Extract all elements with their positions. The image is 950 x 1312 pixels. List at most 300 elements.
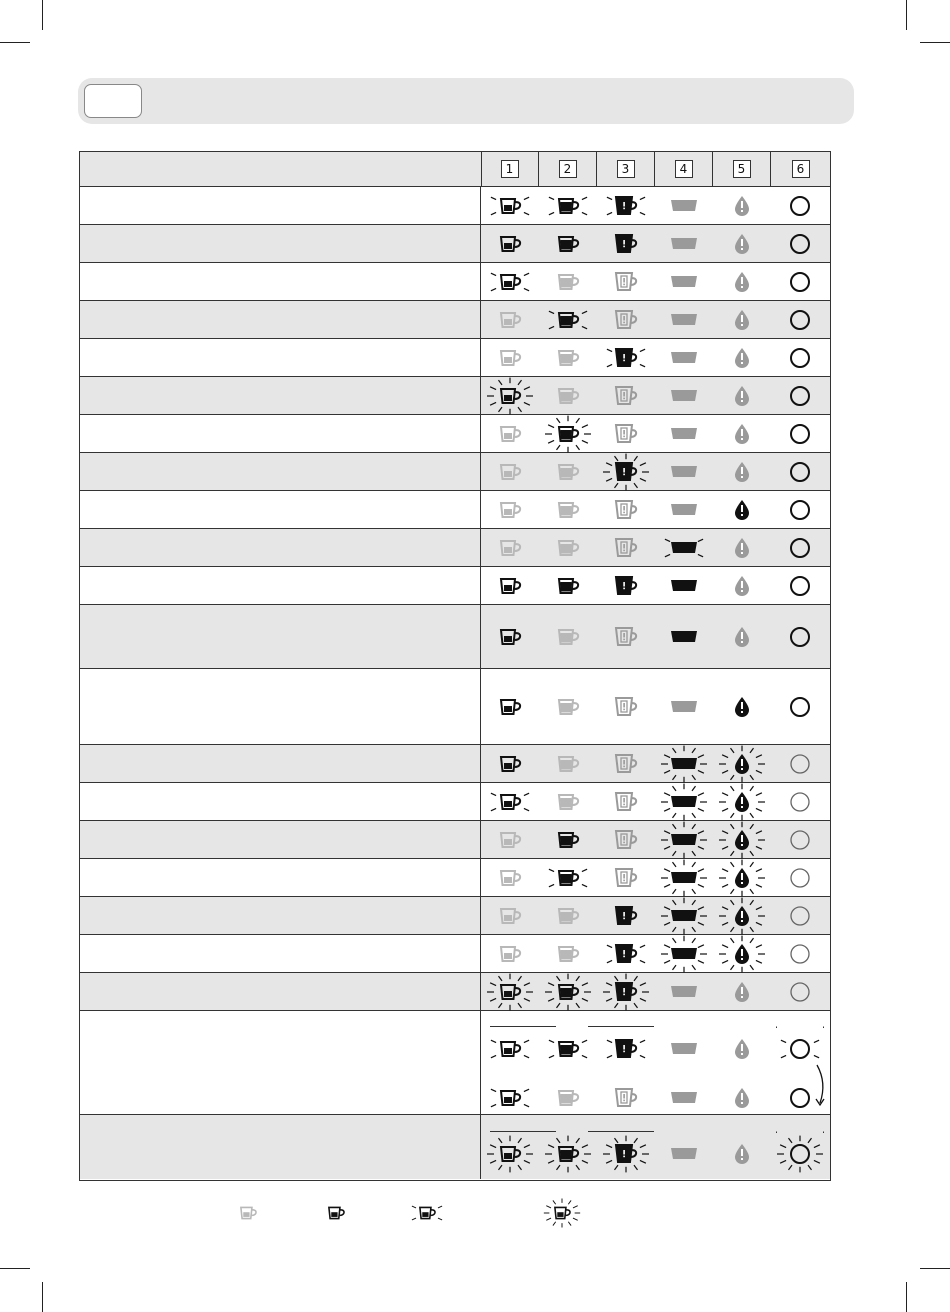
large-cup-icon-cell [539,783,597,821]
small-cup-icon [481,491,539,529]
table-row [80,339,830,377]
small-cup-icon [481,783,539,821]
cycle-arrow-icon [813,1061,833,1109]
small-cup-icon-cell [481,1030,539,1068]
section-badge [84,84,142,118]
water-drop-icon-cell [713,453,771,491]
small-cup-icon [542,1198,582,1228]
small-cup-icon [481,225,539,263]
large-cup-icon [539,567,597,605]
section-banner [78,78,854,124]
large-cup-icon-cell [539,1135,597,1173]
large-cup-icon-cell [539,529,597,567]
small-cup-icon [481,301,539,339]
large-cup-icon [539,897,597,935]
descale-cup-icon [597,225,655,263]
table-row [80,377,830,415]
small-cup-icon-cell [481,618,539,656]
power-ring-icon [771,187,829,225]
table-row [80,1011,830,1115]
small-cup-icon-cell [481,897,539,935]
descale-cup-icon-cell [597,897,655,935]
water-drop-icon [713,225,771,263]
water-drop-icon [713,1135,771,1173]
small-cup-icon [481,567,539,605]
drip-tray-icon [655,897,713,935]
drip-tray-icon [655,453,713,491]
power-ring-icon-cell [771,783,829,821]
indicator-table [79,151,831,1181]
descale-cup-icon-cell [597,377,655,415]
descale-cup-icon [597,1079,655,1117]
descale-cup-icon [597,618,655,656]
power-ring-icon-cell [771,567,829,605]
power-ring-icon [771,1135,829,1173]
power-ring-icon [771,897,829,935]
legend-item [316,1198,356,1228]
descale-cup-icon-cell [597,973,655,1011]
water-drop-icon [713,567,771,605]
descale-cup-icon [597,377,655,415]
small-cup-icon-cell [481,225,539,263]
small-cup-icon-cell [481,688,539,726]
large-cup-icon-cell [539,1079,597,1117]
drip-tray-icon-cell [655,263,713,301]
water-drop-icon-cell [713,745,771,783]
descale-cup-icon [597,529,655,567]
water-drop-icon-cell [713,618,771,656]
table-row [80,301,830,339]
drip-tray-icon-cell [655,377,713,415]
drip-tray-icon [655,491,713,529]
water-drop-icon-cell [713,339,771,377]
water-drop-icon [713,1030,771,1068]
drip-tray-icon-cell [655,935,713,973]
small-cup-icon-cell [481,1135,539,1173]
water-drop-icon [713,973,771,1011]
drip-tray-icon-cell [655,688,713,726]
row-description-cell [80,821,481,858]
large-cup-icon-cell [539,339,597,377]
water-drop-icon [713,821,771,859]
large-cup-icon-cell [539,618,597,656]
drip-tray-icon-cell [655,187,713,225]
table-row [80,187,830,225]
group-bracket [588,1026,654,1033]
descale-cup-icon-cell [597,453,655,491]
drip-tray-icon-cell [655,821,713,859]
descale-cup-icon [597,263,655,301]
large-cup-icon [539,618,597,656]
drip-tray-icon [655,263,713,301]
drip-tray-icon-cell [655,225,713,263]
drip-tray-icon-cell [655,745,713,783]
large-cup-icon-cell [539,491,597,529]
power-ring-icon-cell [771,859,829,897]
small-cup-icon [316,1198,356,1228]
drip-tray-icon-cell [655,783,713,821]
large-cup-icon-cell [539,377,597,415]
descale-cup-icon [597,745,655,783]
row-description-cell [80,187,481,224]
large-cup-icon [539,821,597,859]
power-ring-icon [771,688,829,726]
power-ring-icon-cell [771,897,829,935]
drip-tray-icon-cell [655,567,713,605]
power-ring-icon [771,973,829,1011]
power-ring-icon [771,745,829,783]
water-drop-icon [713,935,771,973]
table-row [80,453,830,491]
small-cup-icon [481,1135,539,1173]
water-drop-icon-cell [713,821,771,859]
large-cup-icon [539,745,597,783]
descale-cup-icon [597,453,655,491]
row-description-cell [80,745,481,782]
descale-cup-icon [597,859,655,897]
header-col-6 [771,152,830,186]
descale-cup-icon-cell [597,263,655,301]
drip-tray-icon-cell [655,529,713,567]
table-row [80,263,830,301]
small-cup-icon [228,1198,268,1228]
header-description-cell [80,152,482,186]
water-drop-icon-cell [713,187,771,225]
small-cup-icon [481,745,539,783]
drip-tray-icon [655,783,713,821]
small-cup-icon [481,688,539,726]
power-ring-icon-cell [771,263,829,301]
large-cup-icon-cell [539,935,597,973]
row-description-cell [80,263,481,300]
water-drop-icon [713,453,771,491]
water-drop-icon [713,783,771,821]
water-drop-icon-cell [713,1135,771,1173]
water-drop-icon-cell [713,1030,771,1068]
row-description-cell [80,669,481,744]
drip-tray-icon [655,225,713,263]
row-description-cell [80,415,481,452]
power-ring-icon-cell [771,377,829,415]
power-ring-icon [771,415,829,453]
header-col-2 [539,152,597,186]
water-drop-icon [713,1079,771,1117]
descale-cup-icon-cell [597,491,655,529]
small-cup-icon [481,618,539,656]
group-bracket [490,1026,556,1033]
drip-tray-icon [655,377,713,415]
large-cup-icon [539,688,597,726]
descale-cup-icon-cell [597,415,655,453]
water-drop-icon [713,859,771,897]
row-description-cell [80,897,481,934]
small-cup-icon [481,377,539,415]
drip-tray-icon-cell [655,897,713,935]
drip-tray-icon [655,339,713,377]
descale-cup-icon [597,491,655,529]
large-cup-icon-cell [539,897,597,935]
crop-mark [906,0,907,30]
water-drop-icon-cell [713,973,771,1011]
drip-tray-icon-cell [655,491,713,529]
row-description-cell [80,301,481,338]
small-cup-icon [481,973,539,1011]
power-ring-icon-cell [771,973,829,1011]
descale-cup-icon-cell [597,618,655,656]
large-cup-icon-cell [539,453,597,491]
descale-cup-icon-cell [597,935,655,973]
legend-item [542,1198,582,1228]
descale-cup-icon-cell [597,1135,655,1173]
small-cup-icon-cell [481,301,539,339]
small-cup-icon [481,821,539,859]
table-row [80,859,830,897]
large-cup-icon [539,529,597,567]
power-ring-icon [771,529,829,567]
small-cup-icon-cell [481,859,539,897]
power-ring-icon [771,567,829,605]
large-cup-icon [539,783,597,821]
water-drop-icon-cell [713,415,771,453]
large-cup-icon [539,973,597,1011]
water-drop-icon [713,415,771,453]
power-ring-icon-cell [771,301,829,339]
drip-tray-icon [655,821,713,859]
column-number: 2 [559,160,577,178]
small-cup-icon [481,339,539,377]
power-ring-icon-cell [771,491,829,529]
drip-tray-icon-cell [655,453,713,491]
drip-tray-icon-cell [655,973,713,1011]
table-row [80,567,830,605]
small-cup-icon-cell [481,1079,539,1117]
drip-tray-icon-cell [655,1030,713,1068]
water-drop-icon [713,897,771,935]
large-cup-icon [539,1135,597,1173]
small-cup-icon [481,935,539,973]
descale-cup-icon [597,1135,655,1173]
row-description-cell [80,859,481,896]
large-cup-icon [539,187,597,225]
power-ring-icon-cell [771,618,829,656]
table-row [80,821,830,859]
descale-cup-icon [597,973,655,1011]
descale-cup-icon [597,935,655,973]
large-cup-icon [539,1079,597,1117]
small-cup-icon-cell [481,453,539,491]
header-col-4 [655,152,713,186]
water-drop-icon [713,491,771,529]
large-cup-icon-cell [539,745,597,783]
column-number: 1 [501,160,519,178]
drip-tray-icon [655,1030,713,1068]
small-cup-icon-cell [481,973,539,1011]
descale-cup-icon [597,821,655,859]
table-row [80,783,830,821]
column-number: 6 [792,160,810,178]
power-ring-icon-cell [771,1135,829,1173]
descale-cup-icon [597,301,655,339]
drip-tray-icon [655,187,713,225]
power-ring-icon-cell [771,453,829,491]
large-cup-icon-cell [539,263,597,301]
water-drop-icon [713,263,771,301]
descale-cup-icon-cell [597,859,655,897]
header-col-3 [597,152,655,186]
table-row [80,669,830,745]
power-ring-icon [771,225,829,263]
descale-cup-icon [597,339,655,377]
row-description-cell [80,605,481,668]
large-cup-icon [539,301,597,339]
column-number: 5 [733,160,751,178]
power-ring-icon [771,453,829,491]
table-row [80,529,830,567]
descale-cup-icon-cell [597,301,655,339]
drip-tray-icon-cell [655,618,713,656]
row-description-cell [80,973,481,1010]
water-drop-icon-cell [713,301,771,339]
water-drop-icon-cell [713,491,771,529]
small-cup-icon [481,263,539,301]
large-cup-icon [539,859,597,897]
drip-tray-icon [655,415,713,453]
power-ring-icon [771,821,829,859]
group-bracket [776,1026,824,1028]
power-ring-icon-cell [771,688,829,726]
small-cup-icon [481,859,539,897]
power-ring-icon [771,859,829,897]
header-col-1 [481,152,539,186]
small-cup-icon-cell [481,415,539,453]
drip-tray-icon [655,618,713,656]
small-cup-icon-cell [481,339,539,377]
row-description-cell [80,783,481,820]
small-cup-icon [481,897,539,935]
large-cup-icon [539,377,597,415]
table-row [80,605,830,669]
drip-tray-icon [655,529,713,567]
row-description-cell [80,529,481,566]
descale-cup-icon-cell [597,1079,655,1117]
power-ring-icon-cell [771,935,829,973]
descale-cup-icon-cell [597,783,655,821]
drip-tray-icon [655,301,713,339]
small-cup-icon-cell [481,491,539,529]
row-description-cell [80,567,481,604]
descale-cup-icon [597,688,655,726]
large-cup-icon-cell [539,821,597,859]
crop-mark [0,42,30,43]
drip-tray-icon [655,1135,713,1173]
water-drop-icon-cell [713,859,771,897]
small-cup-icon-cell [481,377,539,415]
water-drop-icon-cell [713,1079,771,1117]
descale-cup-icon-cell [597,529,655,567]
drip-tray-icon-cell [655,1079,713,1117]
drip-tray-icon [655,567,713,605]
small-cup-icon-cell [481,745,539,783]
large-cup-icon-cell [539,225,597,263]
table-row [80,745,830,783]
small-cup-icon [481,453,539,491]
legend-item [407,1198,447,1228]
drip-tray-icon [655,935,713,973]
drip-tray-icon-cell [655,415,713,453]
small-cup-icon-cell [481,187,539,225]
power-ring-icon [771,618,829,656]
large-cup-icon [539,453,597,491]
large-cup-icon-cell [539,567,597,605]
descale-cup-icon [597,1030,655,1068]
group-bracket [776,1131,824,1133]
drip-tray-icon [655,973,713,1011]
row-description-cell [80,377,481,414]
descale-cup-icon-cell [597,821,655,859]
table-row [80,897,830,935]
large-cup-icon-cell [539,973,597,1011]
column-number: 4 [675,160,693,178]
crop-mark [42,1282,43,1312]
small-cup-icon [407,1198,447,1228]
water-drop-icon-cell [713,783,771,821]
water-drop-icon-cell [713,567,771,605]
drip-tray-icon-cell [655,339,713,377]
descale-cup-icon [597,567,655,605]
power-ring-icon [771,377,829,415]
small-cup-icon [481,187,539,225]
water-drop-icon [713,377,771,415]
crop-mark [0,1268,30,1269]
drip-tray-icon-cell [655,301,713,339]
drip-tray-icon [655,745,713,783]
large-cup-icon-cell [539,688,597,726]
small-cup-icon [481,415,539,453]
small-cup-icon [481,1030,539,1068]
power-ring-icon-cell [771,415,829,453]
large-cup-icon [539,263,597,301]
power-ring-icon [771,491,829,529]
drip-tray-icon [655,1079,713,1117]
water-drop-icon-cell [713,377,771,415]
descale-cup-icon-cell [597,187,655,225]
drip-tray-icon [655,688,713,726]
descale-cup-icon-cell [597,688,655,726]
table-row [80,973,830,1011]
descale-cup-icon [597,783,655,821]
power-ring-icon-cell [771,225,829,263]
row-description-cell [80,225,481,262]
table-row [80,225,830,263]
crop-mark [920,42,950,43]
large-cup-icon-cell [539,187,597,225]
table-row [80,935,830,973]
drip-tray-icon [655,859,713,897]
descale-cup-icon [597,897,655,935]
crop-mark [906,1282,907,1312]
small-cup-icon-cell [481,567,539,605]
header-col-5 [713,152,771,186]
power-ring-icon-cell [771,745,829,783]
large-cup-icon-cell [539,1030,597,1068]
power-ring-icon [771,339,829,377]
row-description-cell [80,1011,481,1114]
crop-mark [920,1268,950,1269]
large-cup-icon [539,935,597,973]
water-drop-icon-cell [713,263,771,301]
power-ring-icon [771,783,829,821]
large-cup-icon-cell [539,415,597,453]
